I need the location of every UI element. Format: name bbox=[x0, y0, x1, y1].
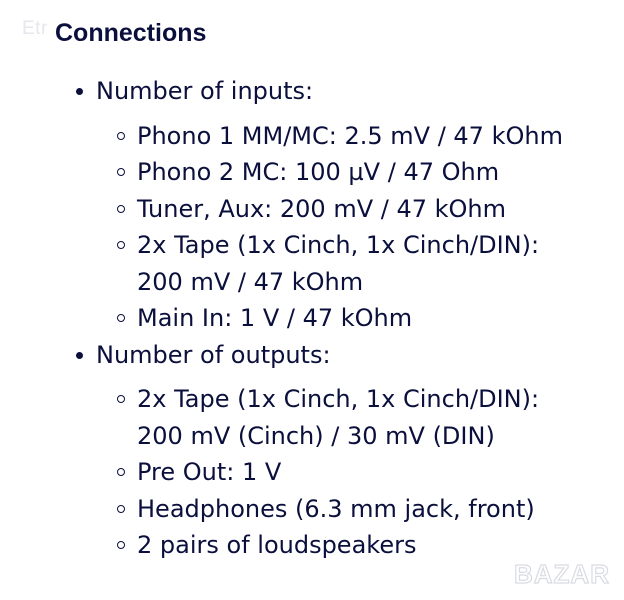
hollow-bullet-icon bbox=[117, 541, 125, 549]
outputs-sublist bbox=[96, 381, 624, 564]
sublist-item-text: Phono 1 MM/MC: 2.5 mV / 47 kOhm bbox=[137, 121, 563, 150]
hollow-bullet-icon bbox=[117, 132, 125, 140]
sublist-item-text-continued: 200 mV / 47 kOhm bbox=[137, 267, 364, 296]
filled-bullet-icon bbox=[76, 88, 83, 95]
hollow-bullet-icon bbox=[117, 505, 125, 513]
sublist-item-text-continued: 200 mV (Cinch) / 30 mV (DIN) bbox=[137, 421, 495, 450]
sublist-item-text: 2x Tape (1x Cinch, 1x Cinch/DIN): bbox=[137, 385, 540, 413]
sublist-item-text: Headphones (6.3 mm jack, front) bbox=[137, 494, 535, 523]
sublist-item-text: Main In: 1 V / 47 kOhm bbox=[137, 304, 413, 332]
sublist-item-text: Pre Out: 1 V bbox=[137, 458, 282, 486]
sublist-item-text: 2x Tape (1x Cinch, 1x Cinch/DIN): bbox=[137, 231, 540, 259]
sublist-item bbox=[96, 191, 624, 228]
sublist-item-text: Tuner, Aux: 200 mV / 47 kOhm bbox=[137, 194, 506, 223]
list-item-label: Number of outputs: bbox=[96, 340, 331, 369]
sublist-item bbox=[96, 381, 624, 454]
filled-bullet-icon bbox=[76, 352, 83, 359]
hollow-bullet-icon bbox=[117, 468, 125, 476]
list-item-outputs bbox=[0, 337, 624, 564]
sublist-item bbox=[96, 300, 624, 337]
sublist-item bbox=[96, 118, 624, 155]
connections-list bbox=[0, 73, 624, 564]
list-item-inputs bbox=[0, 73, 624, 337]
hollow-bullet-icon bbox=[117, 241, 125, 249]
hollow-bullet-icon bbox=[117, 168, 125, 176]
hollow-bullet-icon bbox=[117, 205, 125, 213]
sublist-item bbox=[96, 154, 624, 191]
watermark-top-left: Etr bbox=[22, 18, 48, 39]
sublist-item-text: Phono 2 MC: 100 µV / 47 Ohm bbox=[137, 158, 500, 186]
sublist-item-text: 2 pairs of loudspeakers bbox=[137, 531, 417, 559]
sublist-item bbox=[96, 227, 624, 300]
sublist-item bbox=[96, 491, 624, 528]
hollow-bullet-icon bbox=[117, 395, 125, 403]
sublist-item bbox=[96, 454, 624, 491]
hollow-bullet-icon bbox=[117, 314, 125, 322]
watermark-bottom-right: BAZAR bbox=[514, 559, 610, 589]
inputs-sublist bbox=[96, 118, 624, 337]
section-heading: Connections bbox=[55, 19, 207, 47]
list-item-label: Number of inputs: bbox=[96, 77, 314, 105]
